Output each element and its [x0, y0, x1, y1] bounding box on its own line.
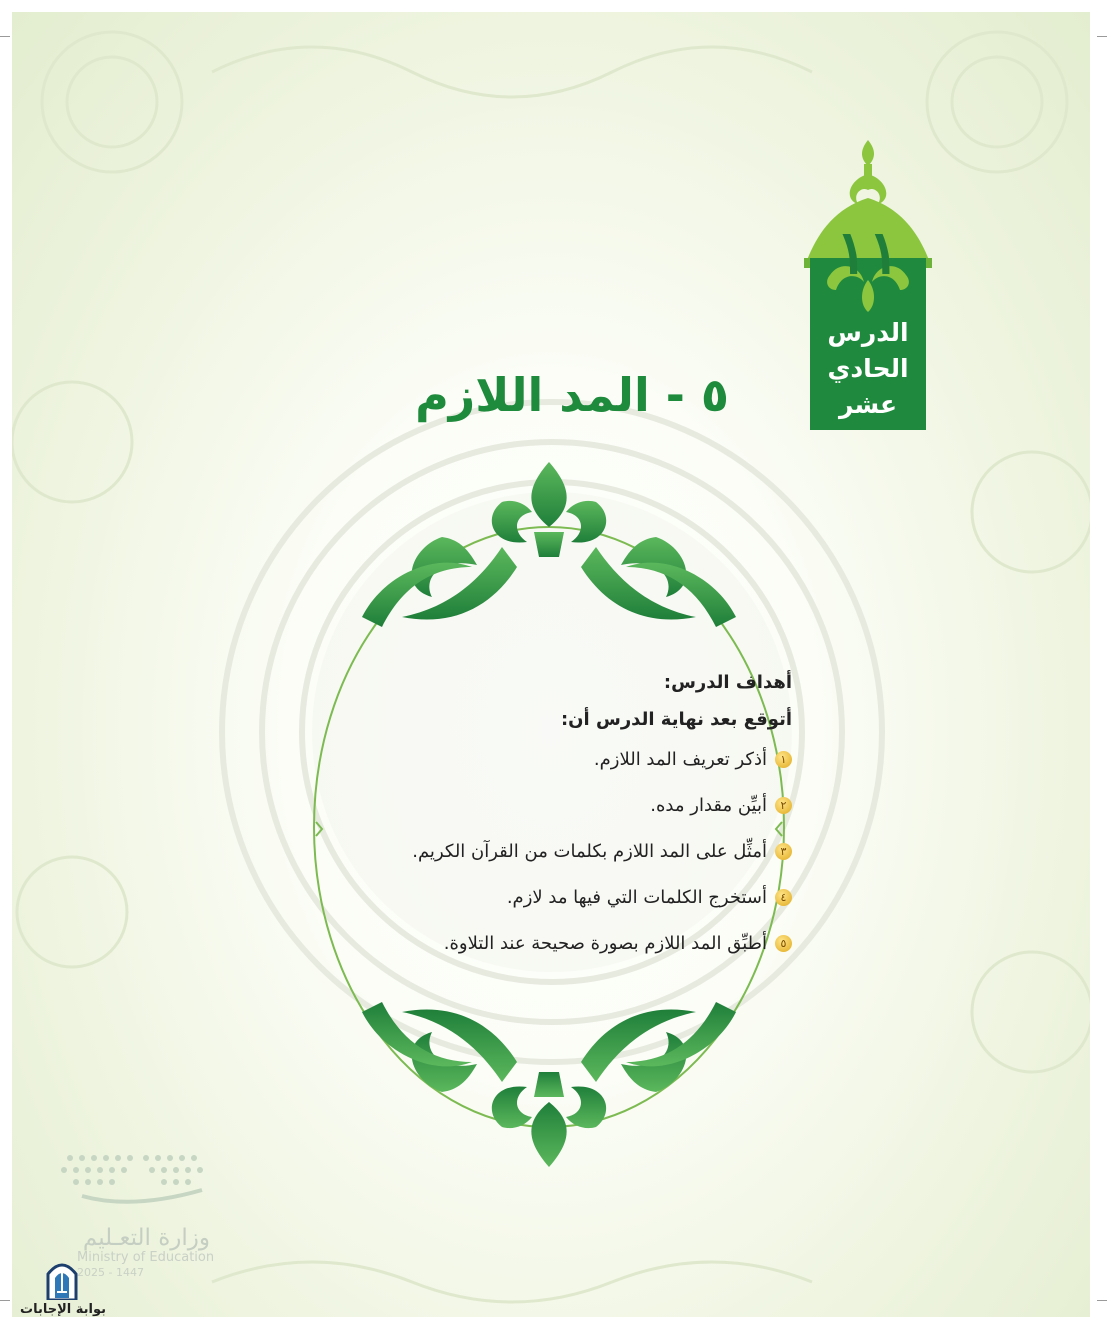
- lesson-badge: [800, 140, 936, 435]
- gateway-logo-icon: [44, 1256, 80, 1300]
- lesson-label-line3: عشر: [838, 390, 898, 419]
- number-badge: ٥: [775, 935, 792, 952]
- ministry-year: 2025 - 1447: [77, 1266, 144, 1279]
- objective-text: أمثِّل على المد اللازم بكلمات من القرآن الكريم.: [412, 841, 767, 862]
- lesson-objectives: [332, 672, 792, 978]
- number-badge: ٤: [775, 889, 792, 906]
- number-badge: ٣: [775, 843, 792, 860]
- ministry-name-ar: وزارة التعـليم: [82, 1225, 210, 1251]
- objective-text: أطبِّق المد اللازم بصورة صحيحة عند التلاوة.: [443, 933, 767, 954]
- objective-item: [332, 886, 792, 932]
- lesson-title: ٥ - المد اللازم: [415, 368, 729, 422]
- lesson-number: ١١: [835, 218, 901, 288]
- page: [12, 12, 1090, 1317]
- objective-item: [332, 748, 792, 794]
- objective-text: أستخرج الكلمات التي فيها مد لازم.: [506, 887, 767, 908]
- number-badge: ١: [775, 751, 792, 768]
- objective-item: [332, 932, 792, 978]
- objectives-heading: أهداف الدرس:: [663, 672, 792, 693]
- objective-item: [332, 794, 792, 840]
- lesson-label-line1: الدرس: [827, 318, 909, 347]
- lesson-label-line2: الحادي: [827, 354, 909, 383]
- objective-item: [332, 840, 792, 886]
- number-badge: ٢: [775, 797, 792, 814]
- watermark-text: بوابة الإجابات: [20, 1302, 106, 1317]
- ministry-name-en: Ministry of Education: [77, 1250, 215, 1265]
- objectives-intro: أتوقع بعد نهاية الدرس أن:: [560, 709, 792, 730]
- objective-text: أبيِّن مقدار مده.: [650, 795, 767, 816]
- objectives-list: [332, 748, 792, 978]
- objective-text: أذكر تعريف المد اللازم.: [593, 749, 767, 770]
